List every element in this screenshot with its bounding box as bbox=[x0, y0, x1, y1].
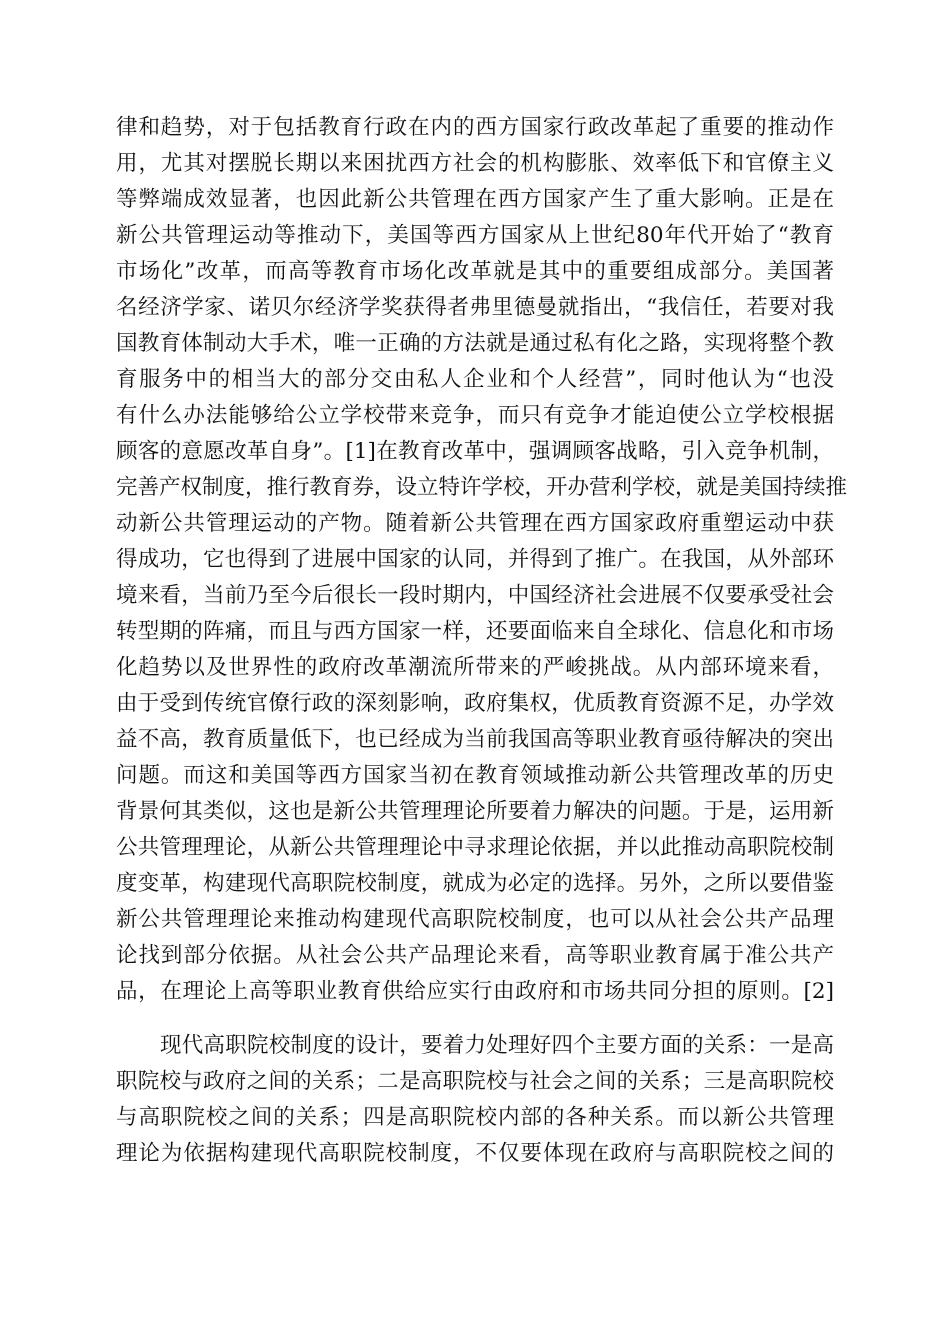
text-line: 与高职院校之间的关系；四是高职院校内部的各种关系。而以新公共管理 bbox=[116, 1105, 834, 1130]
text-line: 问题。而这和美国等西方国家当初在教育领域推动新公共管理改革的历史 bbox=[116, 763, 834, 788]
text-line: 现代高职院校制度的设计，要着力处理好四个主要方面的关系：一是高 bbox=[160, 1033, 834, 1058]
text-line: 职院校与政府之间的关系；二是高职院校与社会之间的关系；三是高职院校 bbox=[116, 1069, 834, 1094]
text-line: 转型期的阵痛，而且与西方国家一样，还要面临来自全球化、信息化和市场 bbox=[116, 619, 834, 644]
text-line: 名经济学家、诺贝尔经济学奖获得者弗里德曼就指出，“我信任，若要对我 bbox=[116, 295, 834, 320]
text-line: 度变革，构建现代高职院校制度，就成为必定的选择。另外，之所以要借鉴 bbox=[116, 871, 834, 896]
text-line: 新公共管理理论来推动构建现代高职院校制度，也可以从社会公共产品理 bbox=[116, 907, 834, 932]
text-line: 等弊端成效显著，也因此新公共管理在西方国家产生了重大影响。正是在 bbox=[116, 187, 834, 212]
text-line: 律和趋势，对于包括教育行政在内的西方国家行政改革起了重要的推动作 bbox=[116, 115, 834, 140]
text-line: 用，尤其对摆脱长期以来困扰西方社会的机构膨胀、效率低下和官僚主义 bbox=[116, 151, 834, 176]
text-line: 动新公共管理运动的产物。随着新公共管理在西方国家政府重塑运动中获 bbox=[116, 511, 834, 536]
text-line: 由于受到传统官僚行政的深刻影响，政府集权，优质教育资源不足，办学效 bbox=[116, 691, 834, 716]
text-line: 化趋势以及世界性的政府改革潮流所带来的严峻挑战。从内部环境来看， bbox=[116, 655, 834, 680]
text-line: 市场化”改革，而高等教育市场化改革就是其中的重要组成部分。美国著 bbox=[116, 259, 834, 284]
text-line: 境来看，当前乃至今后很长一段时期内，中国经济社会进展不仅要承受社会 bbox=[116, 583, 834, 608]
text-line: 益不高，教育质量低下，也已经成为当前我国高等职业教育亟待解决的突出 bbox=[116, 727, 834, 752]
text-line: 论找到部分依据。从社会公共产品理论来看，高等职业教育属于准公共产 bbox=[116, 943, 834, 968]
text-line: 国教育体制动大手术，唯一正确的方法就是通过私有化之路，实现将整个教 bbox=[116, 331, 834, 356]
text-line: 公共管理理论，从新公共管理理论中寻求理论依据，并以此推动高职院校制 bbox=[116, 835, 834, 860]
text-line: 完善产权制度，推行教育券，设立特许学校，开办营利学校，就是美国持续推 bbox=[116, 475, 848, 500]
text-line: 品，在理论上高等职业教育供给应实行由政府和市场共同分担的原则。[2] bbox=[116, 979, 834, 1004]
text-line: 顾客的意愿改革自身”。[1]在教育改革中，强调顾客战略，引入竞争机制， bbox=[116, 439, 834, 464]
text-line: 育服务中的相当大的部分交由私人企业和个人经营”，同时他认为“也没 bbox=[116, 367, 834, 392]
text-line: 得成功，它也得到了进展中国家的认同，并得到了推广。在我国，从外部环 bbox=[116, 547, 834, 572]
text-line: 理论为依据构建现代高职院校制度，不仅要体现在政府与高职院校之间的 bbox=[116, 1141, 834, 1166]
text-line: 背景何其类似，这也是新公共管理理论所要着力解决的问题。于是，运用新 bbox=[116, 799, 834, 824]
text-line: 新公共管理运动等推动下，美国等西方国家从上世纪80年代开始了“教育 bbox=[116, 223, 834, 248]
text-line: 有什么办法能够给公立学校带来竞争，而只有竞争才能迫使公立学校根据 bbox=[116, 403, 834, 428]
